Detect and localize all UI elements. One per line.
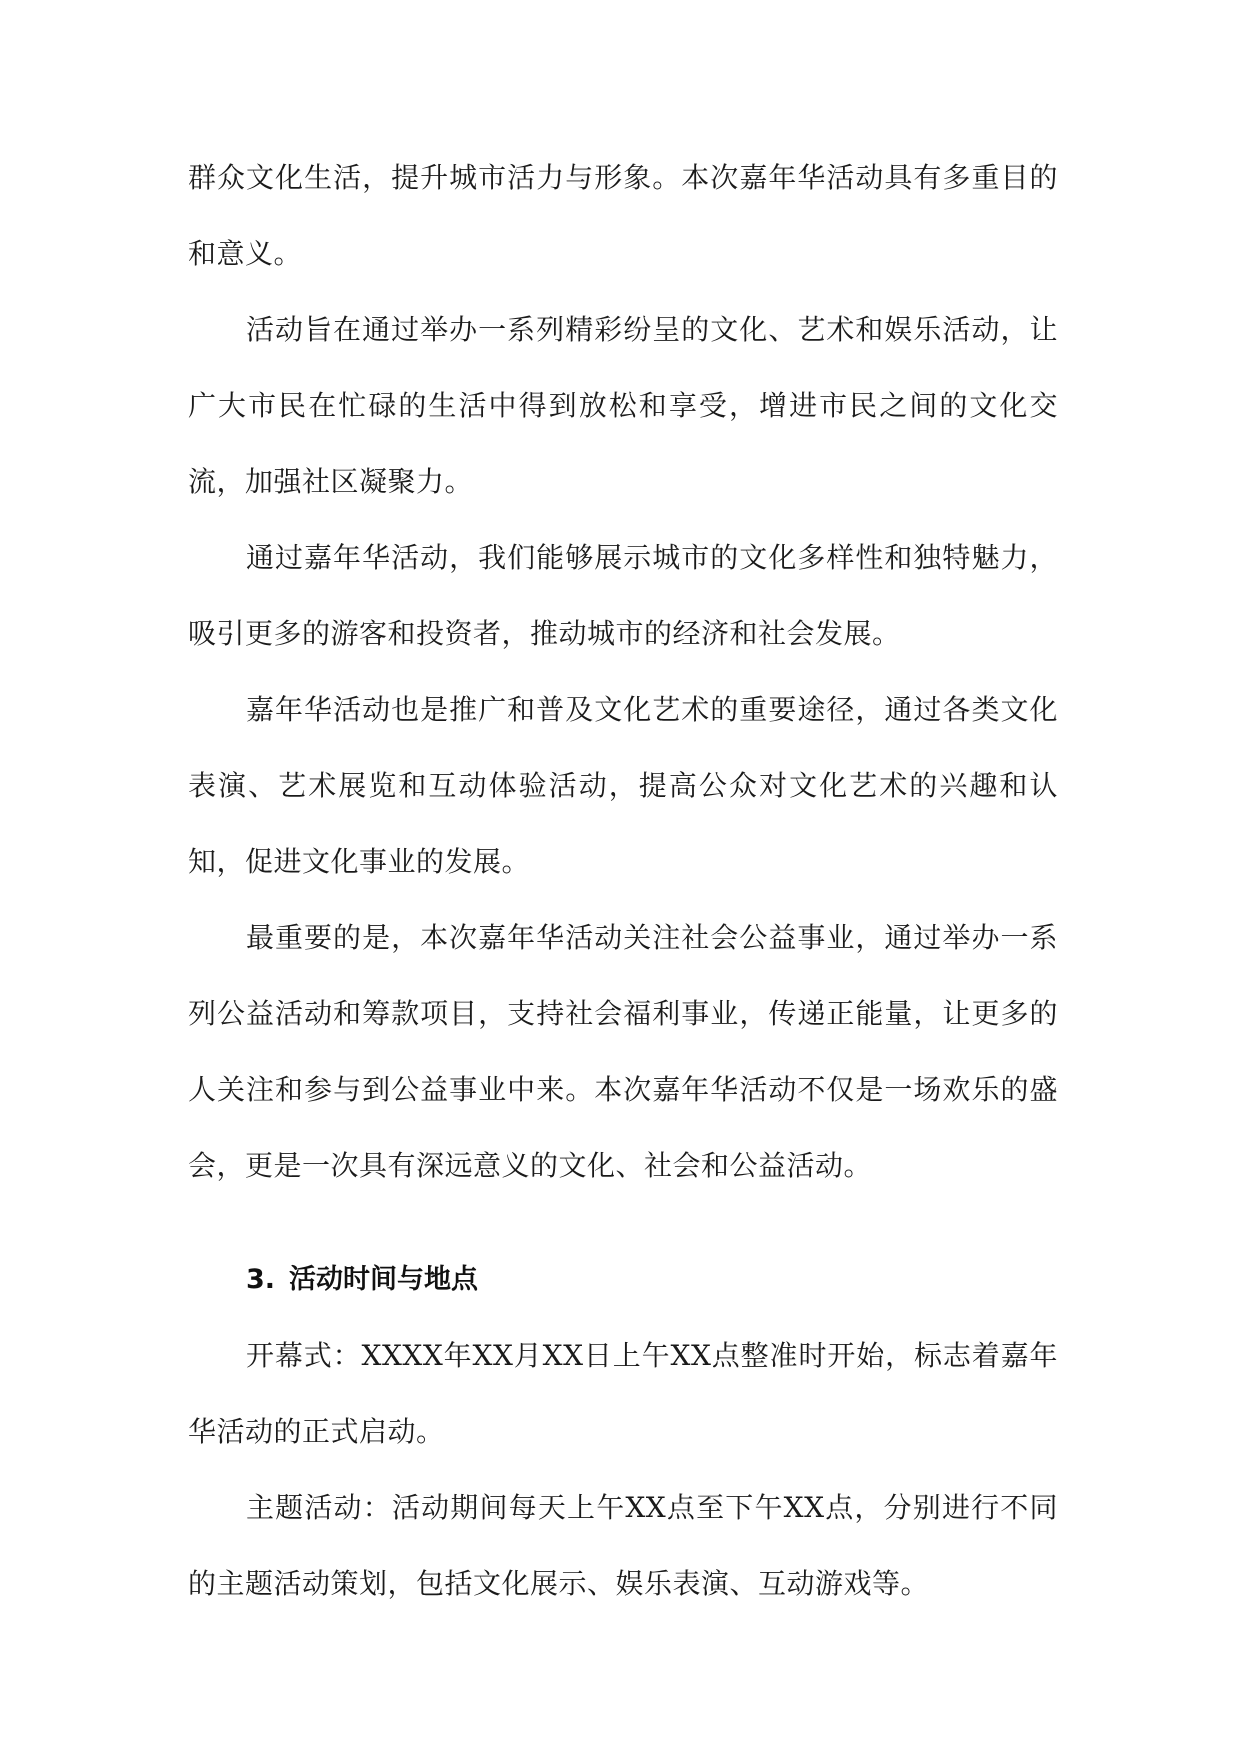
section-title: 活动时间与地点 [289, 1264, 479, 1295]
section-number: 3. [246, 1264, 276, 1295]
paragraph-city-showcase: 通过嘉年华活动，我们能够展示城市的文化多样性和独特魅力，吸引更多的游客和投资者，推动城市的经济和社会发展。 [188, 541, 1058, 650]
paragraph-public-welfare: 最重要的是，本次嘉年华活动关注社会公益事业，通过举办一系列公益活动和筹款项目，支持社会福利事业，传递正能量，让更多的人关注和参与到公益事业中来。本次嘉年华活动不仅是一场欢乐的盛会，更是一次具有深远意义的文化、社会和公益活动。 [188, 921, 1058, 1182]
paragraph-continuation: 群众文化生活，提升城市活力与形象。本次嘉年华活动具有多重目的和意义。 [188, 161, 1058, 270]
paragraph-opening-ceremony: 开幕式：XXXX年XX月XX日上午XX点整准时开始，标志着嘉年华活动的正式启动。 [188, 1339, 1058, 1448]
paragraph-theme-activities: 主题活动：活动期间每天上午XX点至下午XX点，分别进行不同的主题活动策划，包括文化展示、娱乐表演、互动游戏等。 [188, 1491, 1058, 1600]
section-heading [188, 1242, 1058, 1318]
document-body [188, 140, 1058, 1622]
paragraph-culture-promotion: 嘉年华活动也是推广和普及文化艺术的重要途径，通过各类文化表演、艺术展览和互动体验活动，提高公众对文化艺术的兴趣和认知，促进文化事业的发展。 [188, 693, 1058, 878]
paragraph-activity-purpose: 活动旨在通过举办一系列精彩纷呈的文化、艺术和娱乐活动，让广大市民在忙碌的生活中得到放松和享受，增进市民之间的文化交流，加强社区凝聚力。 [188, 313, 1058, 498]
